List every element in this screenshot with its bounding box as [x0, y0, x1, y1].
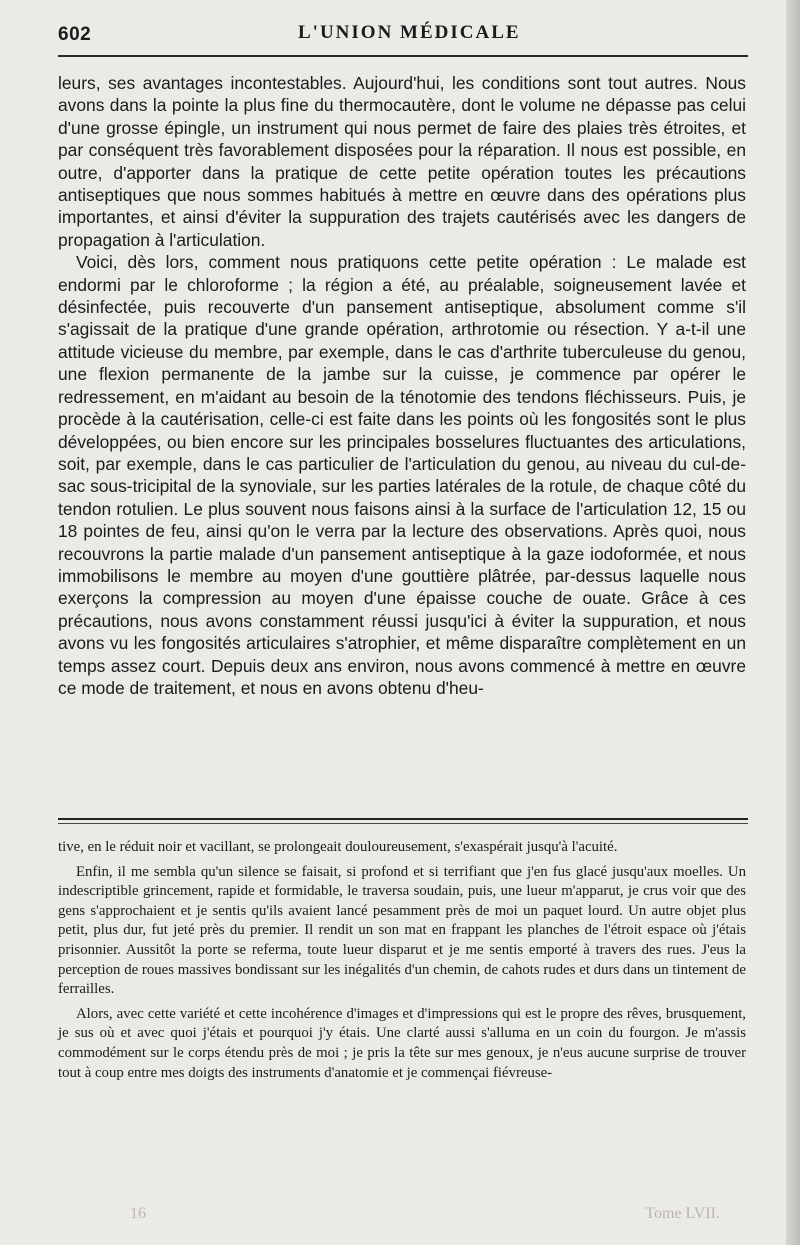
- article-body: [58, 72, 746, 699]
- page-edge-shadow: [786, 0, 800, 1245]
- feuilleton-body: [58, 838, 746, 1088]
- article-paragraph: Voici, dès lors, comment nous pratiquons cette petite opération : Le malade est endormi par le chloroforme ; la région a été, au préalable, soigneusement lavée et désinfectée, puis recouverte d'un pansement antiseptique, absolument comme s'il s'agissait de la pratique d'une grande opération, arthrotomie ou résection. Y a-t-il une attitude vicieuse du membre, par exemple, dans le cas d'arthrite tuberculeuse du genou, une flexion permanente de la jambe sur la cuisse, je commence par opérer le redressement, en m'aidant au besoin de la ténotomie des tendons fléchisseurs. Puis, je procède à la cautérisation, celle-ci est faite dans les points où les fongosités sont le plus développées, ou bien encore sur les principales bosselures fluctuantes des articulations, soit, par exemple, dans le cas particulier de l'articulation du genou, au niveau du cul-de-sac sous-tricipital de la synoviale, sur les parties latérales de la rotule, de chaque côté du tendon rotulien. Le plus souvent nous faisons ainsi à la surface de l'articulation 12, 15 ou 18 pointes de feu, ainsi qu'on le verra par la lecture des observations. Après quoi, nous recouvrons la partie malade d'un pansement antiseptique à la gaze iodoformée, et nous immobilisons le membre au moyen d'une gouttière plâtrée, par-dessus laquelle nous exerçons la compression au moyen d'une épaisse couche de ouate. Grâce à ces précautions, nous avons constamment réussi jusqu'ici à éviter la suppuration, et nous avons vu les fongosités articulaires s'atrophier, et même disparaître complètement en un temps assez court. Depuis deux ans environ, nous avons commencé à mettre en œuvre ce mode de traitement, et nous en avons obtenu d'heu-: [58, 252, 746, 698]
- feuilleton-separator-thin: [58, 823, 748, 824]
- header-rule: [58, 55, 748, 57]
- feuilleton-paragraph: Alors, avec cette variété et cette incohérence d'images et d'impressions qui est le propre des rêves, brusquement, je sus où et avec quoi j'étais et pourquoi j'y étais. Une clarté aussi s'alluma en un coin du fourgon. Je m'assis commodément sur le corps étendu près de moi ; je pris la tête sur mes genoux, je n'eus aucune surprise de trouver tout à coup entre mes doigts des instruments d'anatomie et je commençai fiévreuse-: [58, 1005, 746, 1081]
- feuilleton-separator: [58, 818, 748, 820]
- volume-label: Tome LVII.: [645, 1205, 720, 1222]
- page-header: [58, 20, 748, 50]
- signature-mark: 16: [130, 1205, 146, 1222]
- feuilleton-paragraph: Enfin, il me sembla qu'un silence se faisait, si profond et si terrifiant que j'en fus glacé jusqu'aux moelles. Un indescriptible grincement, rapide et formidable, le traversa soudain, puis, une lueur m'apparut, je crus voir que des gens s'approchaient et je sentis qu'ils avaient lancé pesamment près de moi un paquet lourd. Un autre objet plus petit, plus dur, fut jeté près du premier. Il rendit un son mat en frappant les planches de l'étroit espace où j'étais prisonnier. Aussitôt la porte se referma, toute lueur disparut et je me sentis emporté à travers des rues. J'eus la perception de roues massives bondissant sur les inégalités d'un chemin, de cahots rudes et durs dans un tintement de ferrailles.: [58, 863, 746, 998]
- page-footer: [130, 1205, 750, 1235]
- running-title: L'UNION MÉDICALE: [298, 22, 521, 43]
- article-paragraph: leurs, ses avantages incontestables. Aujourd'hui, les conditions sont tout autres. Nous avons dans la pointe la plus fine du thermocautère, dont le volume ne dépasse pas celui d'une grosse épingle, un instrument qui nous permet de faire des plaies très étroites, et par conséquent très favorablement disposées pour la réparation. Il nous est possible, en outre, d'apporter dans la pratique de cette petite opération toutes les précautions antiseptiques que nous sommes habitués à mettre en œuvre dans des opérations plus importantes, et ainsi d'éviter la suppuration des trajets cautérisés avec les dangers de propagation à l'articulation.: [58, 73, 746, 250]
- page-number: 602: [58, 24, 92, 45]
- feuilleton-paragraph: tive, en le réduit noir et vacillant, se prolongeait douloureusement, s'exaspérait jusqu'à l'acuité.: [58, 839, 618, 855]
